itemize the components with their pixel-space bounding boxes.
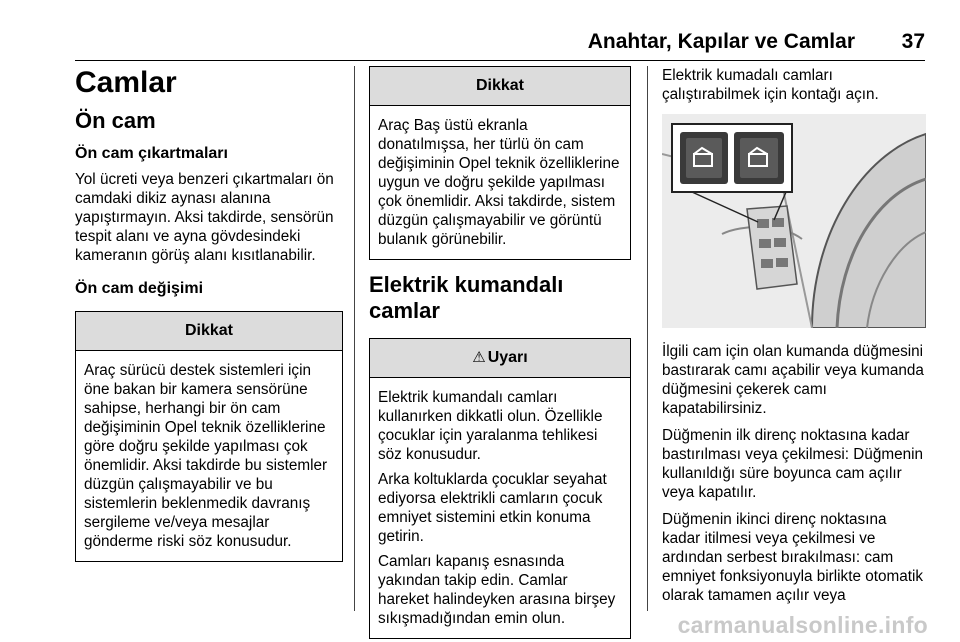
page-header bbox=[75, 30, 925, 61]
window-switch-illustration bbox=[662, 114, 926, 328]
column-divider-1 bbox=[354, 66, 355, 611]
paragraph-first-detent: Düğmenin ilk direnç noktasına kadar bastırılması veya çekilmesi: Düğmenin kullanıldığı süre boyunca cam açılır veya kapatılır. bbox=[662, 427, 923, 501]
caution-text: Araç sürücü destek sistemleri için öne bakan bir kamera sensörüne sahipse, herhangi bir ön cam değişiminin Opel teknik özelliklerine göre doğru şekilde yapılması çok önemlidir. Aksi takdirde bu sistemler düzgün çalışmayabilir ve bu sistemlerin beklenmedik davranış sergileme ve/veya mesajlar gönderme riski söz konusudur. bbox=[84, 362, 328, 550]
paragraph-ignition: Elektrik kumadalı camları çalıştırabilmek için kontağı açın. bbox=[662, 67, 879, 103]
column-3 bbox=[662, 66, 926, 605]
caution-title: Dikkat bbox=[76, 312, 342, 351]
column-divider-2 bbox=[647, 66, 648, 611]
caution-title: Dikkat bbox=[370, 67, 630, 106]
paragraph-operation: İlgili cam için olan kumanda düğmesini bastırarak camı açabilir veya kumanda düğmesini çekerek camı kapatabilirsiniz. bbox=[662, 343, 924, 417]
heading-power-windows: Elektrik kumandalı camlar bbox=[369, 272, 564, 323]
caution-text: Araç Baş üstü ekranla donatılmışsa, her türlü ön cam değişiminin Opel teknik özelliklerine uygun ve doğru şekilde yapılması çok önemlidir. Aksi takdirde, sistem düzgün çalışmayabilir ve görüntü bulanık görünebilir. bbox=[378, 117, 620, 248]
section-title: Camlar bbox=[75, 66, 177, 99]
heading-windshield-replacement: Ön cam değişimi bbox=[75, 280, 204, 297]
warning-paragraph-1: Elektrik kumandalı camları kullanırken dikkatli olun. Özellikle çocuklar için yaralanma tehlikesi söz konusudur. bbox=[378, 389, 603, 463]
paragraph-second-detent: Düğmenin ikinci direnç noktasına kadar itilmesi veya çekilmesi ve ardından serbest bırakılması: cam emniyet fonksiyonuyla birlikte otomatik olarak tamamen açılır veya bbox=[662, 511, 924, 604]
column-1 bbox=[75, 66, 343, 562]
caution-box-hud bbox=[369, 66, 631, 260]
caution-box-camera bbox=[75, 311, 343, 562]
warning-triangle-icon: ⚠ bbox=[472, 349, 486, 366]
heading-windshield-stickers: Ön cam çıkartmaları bbox=[75, 145, 228, 162]
watermark-text: carmanualsonline.info bbox=[677, 612, 928, 638]
warning-header bbox=[370, 339, 630, 378]
page-number: 37 bbox=[901, 30, 925, 53]
warning-box bbox=[369, 338, 631, 639]
warning-paragraph-2: Arka koltuklarda çocuklar seyahat ediyorsa elektrikli camların çocuk emniyet sistemini etkin konuma getirin. bbox=[378, 471, 607, 545]
column-2 bbox=[369, 66, 631, 639]
warning-paragraph-3: Camları kapanış esnasında yakından takip edin. Camlar hareket halindeyken arasına birşey sıkışmadığından emin olun. bbox=[378, 553, 616, 627]
subsection-title: Ön cam bbox=[75, 108, 156, 133]
chapter-title: Anahtar, Kapılar ve Camlar bbox=[587, 30, 855, 53]
paragraph-stickers: Yol ücreti veya benzeri çıkartmaları ön camdaki dikiz aynası alanına yapıştırmayın. Aksi takdirde, sensörün tespit alanı ve ayna gövdesindeki kameranın görüş alanı kısıtlanabilir. bbox=[75, 171, 334, 264]
warning-title: Uyarı bbox=[487, 349, 528, 366]
